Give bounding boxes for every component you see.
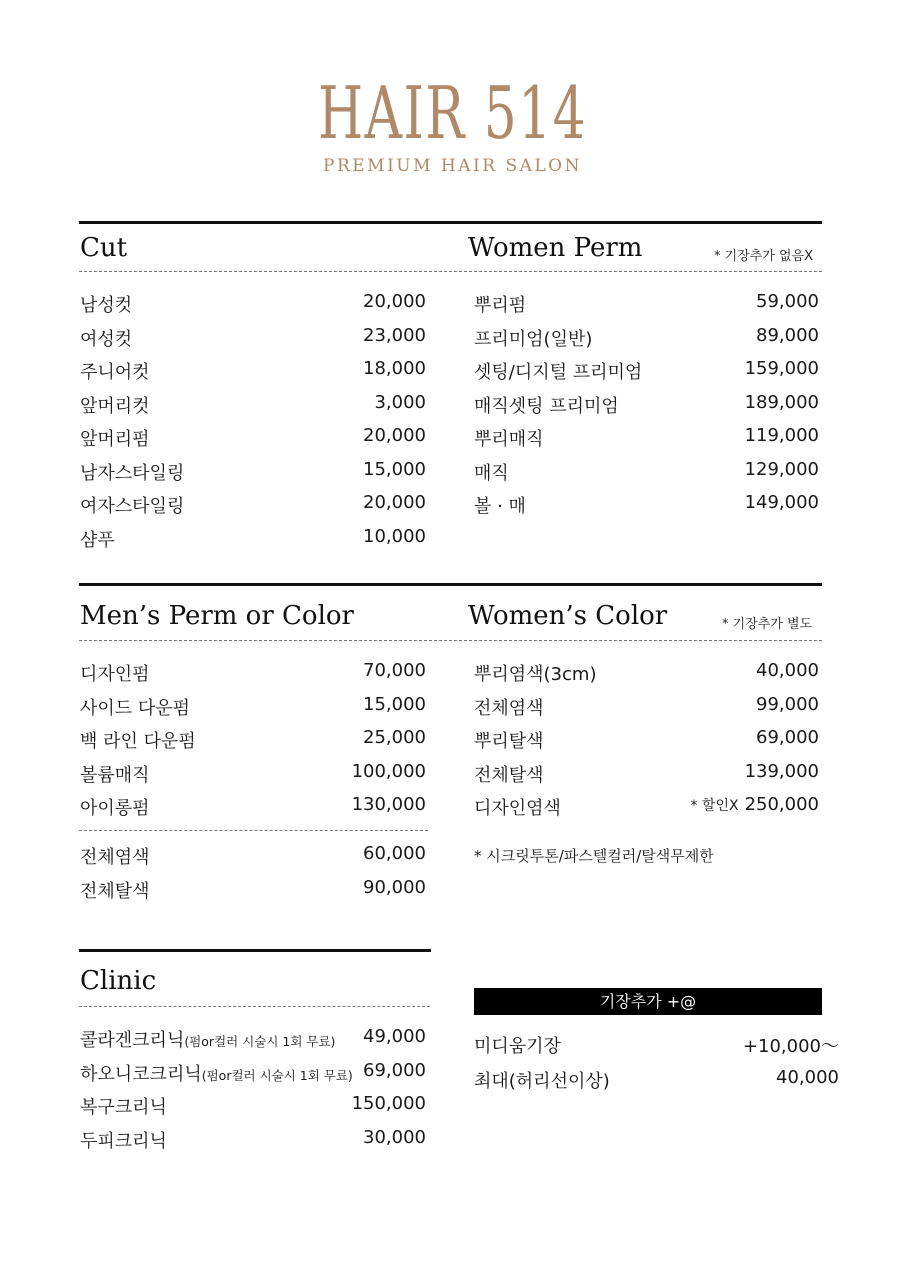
- menu-item-name: 전체탈색: [474, 764, 544, 786]
- menu-item-price: 40,000: [756, 660, 819, 681]
- menu-item-name: 사이드 다운펌: [80, 697, 191, 719]
- menu-row: [474, 761, 819, 791]
- menu-item-price: 139,000: [744, 760, 819, 782]
- menu-item-name: 백 라인 다운펌: [80, 731, 196, 752]
- brand-subtitle: PREMIUM HAIR SALON: [323, 156, 582, 176]
- menu-item-name: 샴푸: [80, 529, 115, 551]
- menu-row: [474, 291, 819, 321]
- menu-row: [80, 358, 426, 388]
- dashed-divider: [79, 1006, 430, 1007]
- menu-row: [474, 459, 819, 489]
- menu-item-price: 49,000: [363, 1026, 426, 1047]
- menu-item-price: * 할인X 250,000: [690, 794, 819, 815]
- menu-item-name: 전체염색: [80, 847, 150, 868]
- menu-row: [80, 877, 426, 907]
- menu-item-price: 149,000: [744, 492, 819, 513]
- menu-row: [80, 1026, 426, 1056]
- menu-item-price: 20,000: [363, 291, 426, 312]
- menu-row: [474, 425, 819, 455]
- menu-row: [474, 392, 819, 422]
- menu-row: [80, 392, 426, 422]
- clinic-title: Clinic: [80, 966, 157, 996]
- menu-row: [474, 1067, 839, 1097]
- menu-item-price: 18,000: [363, 358, 426, 379]
- menu-item-name: 콜라겐크리닉(펌or컬러 시술시 1회 무료): [80, 1030, 336, 1051]
- menu-item-price: 69,000: [363, 1059, 426, 1081]
- menu-row: [80, 492, 426, 522]
- menu-row: [80, 425, 426, 455]
- menu-item-name: 디자인펌: [80, 664, 150, 685]
- menu-item-name: 두피크리닉: [80, 1130, 167, 1152]
- mens-perm-title: Men’s Perm or Color: [80, 601, 354, 631]
- menu-item-name: 셋팅/디지털 프리미엄: [474, 362, 643, 383]
- menu-row: [80, 843, 426, 873]
- menu-item-name: 앞머리펌: [80, 429, 150, 450]
- menu-item-price: 23,000: [363, 324, 426, 346]
- menu-row: [80, 1093, 426, 1123]
- menu-row: [80, 660, 426, 690]
- menu-item-price: 129,000: [744, 458, 819, 480]
- menu-item-name: 미디움기장: [474, 1036, 561, 1057]
- menu-row: [80, 1127, 426, 1157]
- menu-item-price: 20,000: [363, 425, 426, 446]
- menu-item-name: 뿌리매직: [474, 429, 544, 450]
- menu-item-subnote: (펌or컬러 시술시 1회 무료): [184, 1034, 336, 1049]
- menu-item-price: 15,000: [363, 693, 426, 715]
- womens-color-footnote: * 시크릿투톤/파스텔컬러/탈색무제한: [474, 847, 714, 865]
- menu-item-price: 189,000: [744, 391, 819, 413]
- menu-item-price: 90,000: [363, 876, 426, 898]
- menu-item-name: 남성컷: [80, 295, 133, 316]
- length-extra-header: 기장추가 +@: [474, 988, 822, 1015]
- brand-title: HAIR 514: [317, 71, 588, 155]
- menu-item-name: 디자인염색: [474, 798, 561, 819]
- menu-item-name: 볼륨매직: [80, 764, 150, 786]
- menu-item-name: 뿌리탈색: [474, 731, 544, 752]
- menu-item-price: 159,000: [744, 358, 819, 379]
- menu-row: [80, 459, 426, 489]
- women-perm-note: * 기장추가 없음X: [714, 249, 814, 264]
- menu-row: [80, 761, 426, 791]
- menu-item-name: 여자스타일링: [80, 496, 185, 517]
- menu-row: [474, 492, 819, 522]
- menu-row: [474, 727, 819, 757]
- menu-item-name: 매직: [474, 462, 509, 484]
- menu-item-name: 남자스타일링: [80, 462, 185, 484]
- menu-item-price: 100,000: [351, 760, 426, 782]
- menu-item-name: 최대(허리선이상): [474, 1071, 610, 1092]
- menu-item-price: 89,000: [756, 324, 819, 346]
- dashed-divider: [79, 271, 822, 272]
- section-divider: [79, 221, 822, 224]
- menu-item-price: 69,000: [756, 727, 819, 748]
- menu-item-price: 150,000: [351, 1093, 426, 1114]
- section-divider: [79, 949, 431, 952]
- menu-item-name: 주니어컷: [80, 362, 150, 383]
- menu-row: [474, 325, 819, 355]
- section-divider: [79, 583, 822, 586]
- menu-row: [80, 325, 426, 355]
- menu-item-subnote: (펌or컬러 시술시 1회 무료): [201, 1067, 353, 1083]
- menu-item-price: 25,000: [363, 727, 426, 748]
- menu-item-name: 복구크리닉: [80, 1097, 167, 1118]
- menu-item-name: 뿌리염색(3cm): [474, 664, 597, 685]
- menu-row: [80, 694, 426, 724]
- menu-item-price: 60,000: [363, 843, 426, 864]
- menu-item-price: +10,000～: [742, 1036, 839, 1057]
- menu-item-price: 59,000: [756, 291, 819, 312]
- menu-item-name: 볼 · 매: [474, 496, 526, 517]
- menu-row: [474, 1032, 839, 1062]
- menu-item-price: 30,000: [363, 1126, 426, 1148]
- menu-item-name: 아이롱펌: [80, 798, 150, 819]
- menu-item-name: 전체염색: [474, 697, 544, 719]
- menu-item-price: 10,000: [363, 525, 426, 547]
- menu-item-name: 매직셋팅 프리미엄: [474, 395, 619, 417]
- menu-item-price: 119,000: [744, 425, 819, 446]
- menu-row: [80, 727, 426, 757]
- menu-item-name: 하오니코크리닉(펌or컬러 시술시 1회 무료): [80, 1063, 353, 1085]
- menu-row: [474, 358, 819, 388]
- dashed-divider: [79, 640, 822, 641]
- menu-item-name: 전체탈색: [80, 880, 150, 902]
- menu-row: [80, 291, 426, 321]
- womens-color-title: Women’s Color: [468, 601, 668, 631]
- dashed-divider: [79, 830, 428, 831]
- menu-row: [80, 1060, 426, 1090]
- women-perm-title: Women Perm: [468, 233, 643, 263]
- menu-item-price: 70,000: [363, 660, 426, 681]
- menu-row: [80, 794, 426, 824]
- menu-row: [80, 526, 426, 556]
- menu-item-price: 99,000: [756, 693, 819, 715]
- price-note: * 할인X: [690, 798, 739, 814]
- menu-item-name: 뿌리펌: [474, 295, 527, 316]
- menu-row: [474, 794, 819, 824]
- menu-item-name: 앞머리컷: [80, 395, 150, 417]
- menu-item-price: 130,000: [351, 794, 426, 815]
- menu-row: [474, 694, 819, 724]
- womens-color-note: * 기장추가 별도: [722, 617, 813, 632]
- menu-item-price: 3,000: [374, 391, 426, 413]
- menu-item-price: 20,000: [363, 492, 426, 513]
- menu-row: [474, 660, 819, 690]
- menu-item-price: 40,000: [776, 1067, 839, 1088]
- menu-item-price: 15,000: [363, 458, 426, 480]
- menu-item-name: 여성컷: [80, 328, 133, 350]
- menu-item-name: 프리미엄(일반): [474, 328, 593, 350]
- cut-title: Cut: [80, 233, 128, 263]
